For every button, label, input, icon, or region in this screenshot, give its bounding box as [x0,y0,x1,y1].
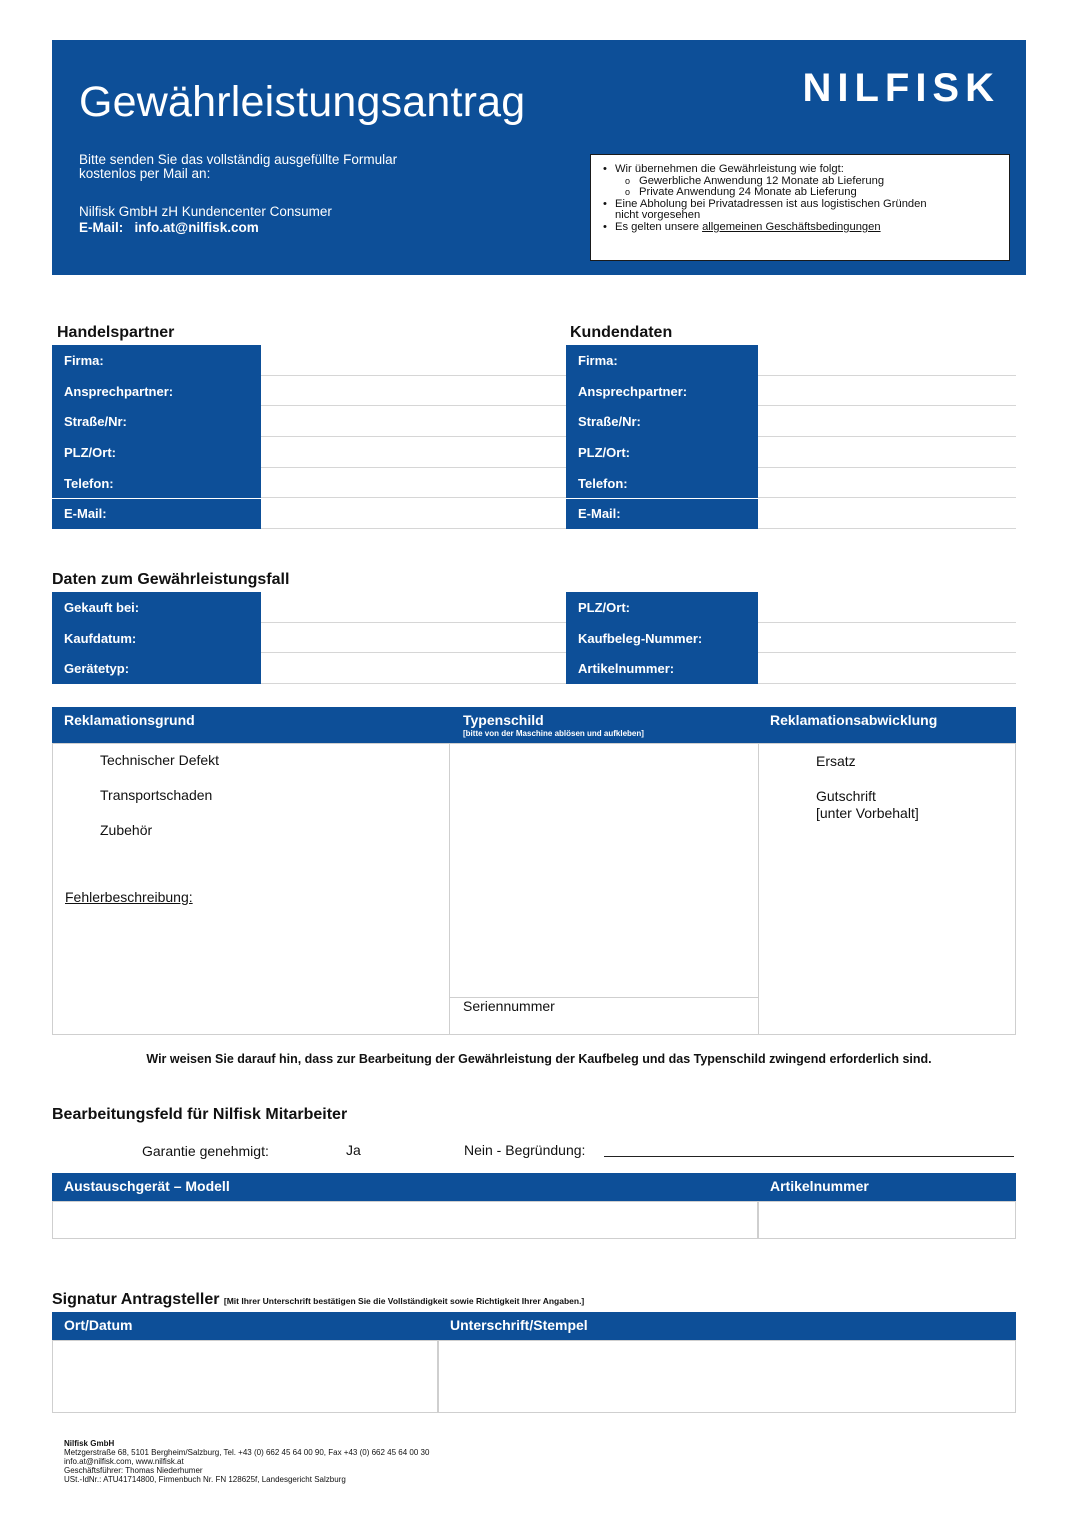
handelspartner-field-input[interactable] [261,345,566,376]
gewaehrleistung-right-field-input[interactable] [758,653,1016,684]
option-gutschrift[interactable]: Gutschrift [816,788,876,804]
handelspartner-field-input[interactable] [261,406,566,437]
kundendaten-field-label: Telefon: [566,468,758,499]
option-nein[interactable]: Nein - Begründung: [464,1142,586,1158]
kundendaten-heading: Kundendaten [570,324,673,341]
reklamationsgrund-header [52,707,450,743]
notice-sub-2: Private Anwendung 24 Monate ab Lieferung [639,186,857,199]
notice-item-3: Es gelten unsere [615,220,703,233]
header-banner [52,40,1026,275]
unterschrift-header [438,1312,1016,1340]
seriennummer-label: Seriennummer [463,998,555,1014]
typenschild-note: [bitte von der Maschine ablösen und aufkleben] [463,729,644,738]
kundendaten-field-label: Straße/Nr: [566,406,758,437]
option-ersatz[interactable]: Ersatz [816,753,856,769]
fehlerbeschreibung-field[interactable] [60,910,442,1028]
intro-line-1: Bitte senden Sie das vollständig ausgefüllte Formular [79,152,398,167]
bearbeitung-heading: Bearbeitungsfeld für Nilfisk Mitarbeiter [52,1106,348,1123]
col-reklamationsgrund: Reklamationsgrund [64,712,195,728]
austauschgeraet-header [52,1173,758,1201]
ort-datum-field[interactable] [52,1340,438,1413]
col-reklamationsabwicklung: Reklamationsabwicklung [770,712,938,728]
signatur-heading-row [52,1291,584,1309]
kundendaten-field-input[interactable] [758,376,1016,407]
gewaehrleistung-left-field-input[interactable] [261,592,566,623]
gewaehrleistung-right-field-label: Kaufbeleg-Nummer: [566,623,758,654]
typenschild-field[interactable] [455,748,753,992]
gutschrift-note: [unter Vorbehalt] [816,805,919,821]
circle-bullet-icon: o [625,175,631,186]
austauschgeraet-field[interactable] [52,1201,758,1239]
company-line: Nilfisk GmbH zH Kundencenter Consumer [79,204,332,219]
ort-datum-header [52,1312,438,1340]
gewaehrleistung-heading: Daten zum Gewährleistungsfall [52,571,290,588]
footer-contact: info.at@nilfisk.com, www.nilfisk.at [64,1457,184,1466]
handelspartner-heading: Handelspartner [57,324,175,341]
kundendaten-field-input[interactable] [758,406,1016,437]
signatur-heading: Signatur Antragsteller [52,1291,220,1308]
warranty-notice-box [590,154,1010,261]
handelspartner-field-input[interactable] [261,499,566,530]
col-unterschrift: Unterschrift/Stempel [450,1317,588,1333]
divider [758,743,759,1035]
gewaehrleistung-left-field-label: Kaufdatum: [52,623,261,654]
kundendaten-field-input[interactable] [758,437,1016,468]
agb-link[interactable]: allgemeinen Geschäftsbedingungen [702,220,881,233]
unterschrift-field[interactable] [438,1340,1016,1413]
notice-sub-1: Gewerbliche Anwendung 12 Monate ab Lieferung [639,174,885,187]
notice-item-2: Eine Abholung bei Privatadressen ist aus logistischen Gründen [615,197,927,210]
divider [449,743,450,1035]
artikelnummer-header [758,1173,1016,1201]
artikelnummer-field[interactable] [758,1201,1016,1239]
fehlerbeschreibung-label: Fehlerbeschreibung: [65,889,193,905]
col-typenschild: Typenschild [463,712,544,728]
gewaehrleistung-left-field-input[interactable] [261,653,566,684]
gewaehrleistung-right-field-input[interactable] [758,592,1016,623]
kundendaten-field-input[interactable] [758,345,1016,376]
handelspartner-field-label: Firma: [52,345,261,376]
kundendaten-field-input[interactable] [758,468,1016,499]
circle-bullet-icon: o [625,187,631,198]
handelspartner-field-input[interactable] [261,437,566,468]
gewaehrleistung-right-field-label: Artikelnummer: [566,653,758,684]
email-label: E-Mail: [79,220,124,235]
reklamationsabwicklung-header [758,707,1016,743]
hinweis-text: Wir weisen Sie darauf hin, dass zur Bearbeitung der Gewährleistung der Kaufbeleg und das Typenschild zwingend erforderlich sind. [146,1052,932,1066]
gewaehrleistung-right-field-input[interactable] [758,623,1016,654]
nilfisk-logo: NILFISK [802,66,1000,110]
handelspartner-field-input[interactable] [261,376,566,407]
bullet-icon: • [603,163,607,175]
reason-transportschaden[interactable]: Transportschaden [100,787,213,803]
option-ja[interactable]: Ja [346,1142,361,1158]
col-austauschgeraet: Austauschgerät – Modell [64,1178,230,1194]
garantie-label: Garantie genehmigt: [142,1143,269,1159]
email-link[interactable]: info.at@nilfisk.com [134,220,259,235]
footer-address: Metzgerstraße 68, 5101 Bergheim/Salzburg, Tel. +43 (0) 662 45 64 00 90, Fax +43 (0) 662 45 64 00 30 [64,1448,430,1457]
reason-zubehoer[interactable]: Zubehör [100,822,153,838]
handelspartner-field-label: Ansprechpartner: [52,376,261,407]
footer-company: Nilfisk GmbH [64,1439,115,1448]
kundendaten-field-label: Firma: [566,345,758,376]
footer-ceo: Geschäftsführer: Thomas Niederhumer [64,1466,203,1475]
kundendaten-field-input[interactable] [758,499,1016,530]
reason-technischer-defekt[interactable]: Technischer Defekt [100,752,220,768]
intro-line-2: kostenlos per Mail an: [79,166,211,181]
gewaehrleistung-left-field-input[interactable] [261,623,566,654]
kundendaten-field-label: PLZ/Ort: [566,437,758,468]
signatur-note: [Mit Ihrer Unterschrift bestätigen Sie die Vollständigkeit sowie Richtigkeit Ihrer Angaben.] [223,1296,585,1306]
gewaehrleistung-right-field-label: PLZ/Ort: [566,592,758,623]
col-ort-datum: Ort/Datum [64,1317,133,1333]
bullet-icon: • [603,220,607,233]
kundendaten-field-label: Ansprechpartner: [566,376,758,407]
gewaehrleistung-left-field-label: Gekauft bei: [52,592,261,623]
notice-item-1: Wir übernehmen die Gewährleistung wie folgt: [615,163,844,175]
bullet-icon: • [603,197,607,210]
handelspartner-field-label: PLZ/Ort: [52,437,261,468]
kundendaten-field-label: E-Mail: [566,499,758,530]
seriennummer-field[interactable] [570,999,754,1031]
handelspartner-field-label: Telefon: [52,468,261,499]
email-row [79,220,259,235]
gewaehrleistung-left-field-label: Gerätetyp: [52,653,261,684]
typenschild-header [450,707,758,743]
handelspartner-field-input[interactable] [261,468,566,499]
col-artikelnummer: Artikelnummer [770,1178,869,1194]
handelspartner-field-label: E-Mail: [52,499,261,530]
page-title: Gewährleistungsantrag [79,78,526,126]
begruendung-field[interactable] [604,1156,1014,1157]
notice-item-2-cont: nicht vorgesehen [615,209,701,222]
footer-legal: USt.-IdNr.: ATU41714800, Firmenbuch Nr. FN 128625f, Landesgericht Salzburg [64,1475,346,1484]
handelspartner-field-label: Straße/Nr: [52,406,261,437]
